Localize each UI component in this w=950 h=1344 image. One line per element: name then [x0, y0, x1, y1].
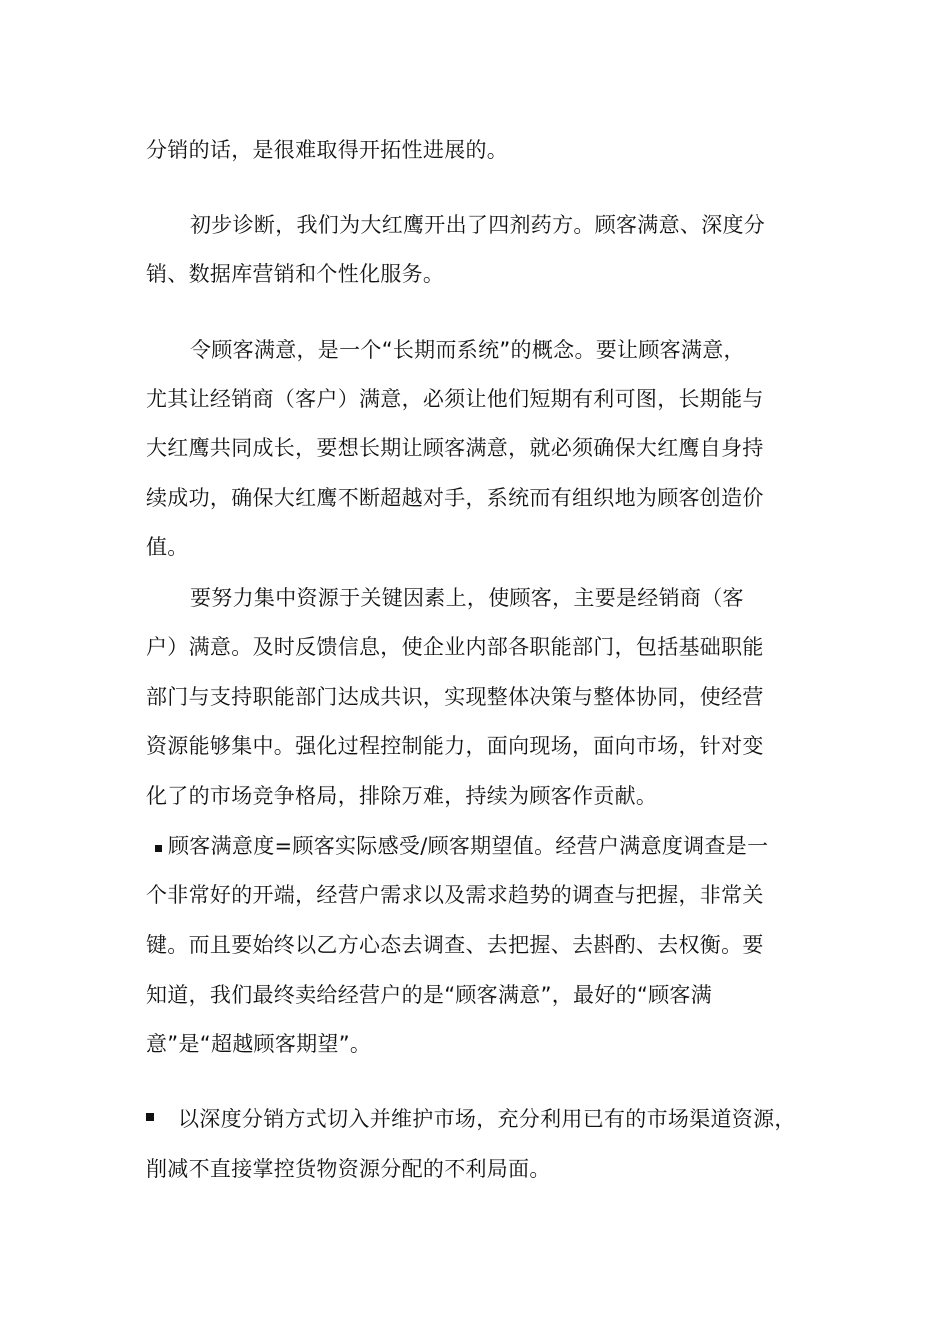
bullet-square-icon — [155, 845, 162, 852]
paragraph-2-line-4: 续成功，确保大红鹰不断超越对手，系统而有组织地为顾客创造价 — [146, 486, 764, 510]
paragraph-1-line-1: 初步诊断，我们为大红鹰开出了四剂药方。顾客满意、深度分 — [190, 213, 766, 237]
paragraph-0-line-1: 分销的话，是很难取得开拓性进展的。 — [146, 138, 509, 162]
paragraph-2-line-2: 尤其让经销商（客户）满意，必须让他们短期有利可图，长期能与 — [146, 387, 764, 411]
paragraph-4-line-5: 意”是“超越顾客期望”。 — [146, 1032, 372, 1056]
paragraph-3-line-5: 化了的市场竞争格局，排除万难，持续为顾客作贡献。 — [146, 784, 658, 808]
paragraph-4-line-2: 个非常好的开端，经营户需求以及需求趋势的调查与把握，非常关 — [146, 883, 764, 907]
paragraph-1-line-2: 销、数据库营销和个性化服务。 — [146, 262, 445, 286]
paragraph-5-line-2: 削减不直接掌控货物资源分配的不利局面。 — [146, 1157, 551, 1181]
paragraph-2-line-1: 令顾客满意，是一个“长期而系统”的概念。要让顾客满意， — [190, 338, 745, 362]
paragraph-2-line-3: 大红鹰共同成长，要想长期让顾客满意，就必须确保大红鹰自身持 — [146, 436, 764, 460]
paragraph-2-line-5: 值。 — [146, 535, 189, 559]
paragraph-3-line-4: 资源能够集中。强化过程控制能力，面向现场，面向市场，针对变 — [146, 734, 764, 758]
bullet-square-icon — [146, 1113, 154, 1121]
paragraph-4-line-3: 键。而且要始终以乙方心态去调查、去把握、去斟酌、去权衡。要 — [146, 933, 764, 957]
paragraph-3-line-2: 户）满意。及时反馈信息，使企业内部各职能部门，包括基础职能 — [146, 635, 764, 659]
paragraph-3-line-1: 要努力集中资源于关键因素上，使顾客，主要是经销商（客 — [190, 586, 744, 610]
paragraph-5-line-1: 以深度分销方式切入并维护市场，充分利用已有的市场渠道资源， — [178, 1107, 796, 1131]
paragraph-4-line-4: 知道，我们最终卖给经营户的是“顾客满意”，最好的“顾客满 — [146, 983, 713, 1007]
paragraph-4-line-1: 顾客满意度=顾客实际感受/顾客期望值。经营户满意度调查是一 — [168, 834, 769, 858]
paragraph-3-line-3: 部门与支持职能部门达成共识，实现整体决策与整体协同，使经营 — [146, 685, 764, 709]
